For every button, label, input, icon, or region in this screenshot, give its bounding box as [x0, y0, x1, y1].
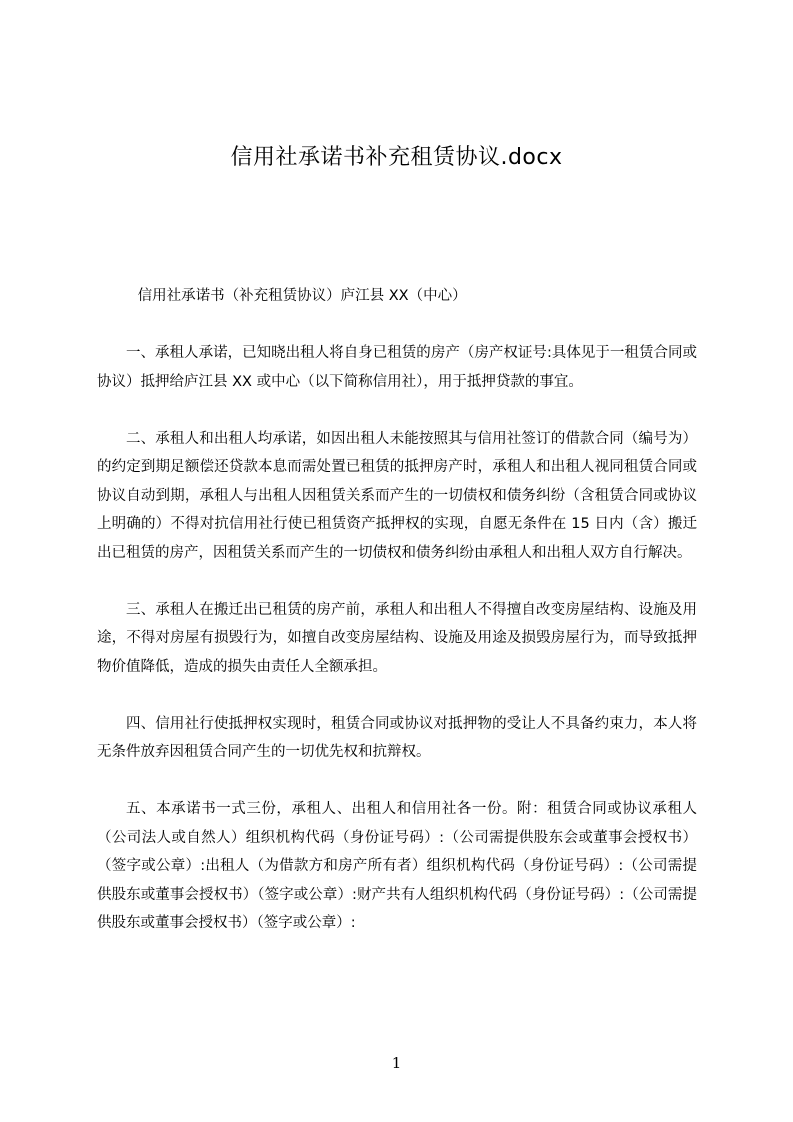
page-number: 1: [391, 1054, 402, 1072]
paragraph-2: 二、承租人和出租人均承诺，如因出租人未能按照其与信用社签订的借款合同（编号为）的约定到期足额偿还贷款本息而需处置已租赁的抵押房产时，承租人和出租人视同租赁合同或协议自动到期，承租人与出租人因租赁关系而产生的一切债权和债务纠纷（含租赁合同或协议上明确的）不得对抗信用社行使已租赁资产抵押权的实现，自愿无条件在 15 日内（含）搬迁出已租赁的房产，因租赁关系而产生的一切债权和债务纠纷由承租人和出租人双方自行解决。: [97, 430, 697, 561]
paragraph-heading: 信用社承诺书（补充租赁协议）庐江县 XX（中心）: [137, 288, 467, 304]
paragraph-5: 五、本承诺书一式三份，承租人、出租人和信用社各一份。附：租赁合同或协议承租人（公司法人或自然人）组织机构代码（身份证号码）:（公司需提供股东会或董事会授权书）（签字或公章）:出租人（为借款方和房产所有者）组织机构代码（身份证号码）:（公司需提供股东或董事会授权书）（签字或公章）:财产共有人组织机构代码（身份证号码）:（公司需提供股东或董事会授权书）（签字或公章）:: [97, 801, 697, 931]
paragraph-3: 三、承租人在搬迁出已租赁的房产前，承租人和出租人不得擅自改变房屋结构、设施及用途，不得对房屋有损毁行为，如擅自改变房屋结构、设施及用途及损毁房屋行为，而导致抵押物价值降低，造成的损失由责任人全额承担。: [97, 601, 697, 675]
paragraph-1: 一、承租人承诺，已知晓出租人将自身已租赁的房产（房产权证号:具体见于一租赁合同或协议）抵押给庐江县 XX 或中心（以下简称信用社），用于抵押贷款的事宜。: [97, 345, 697, 390]
paragraph-4: 四、信用社行使抵押权实现时，租赁合同或协议对抵押物的受让人不具备约束力，本人将无条件放弃因租赁合同产生的一切优先权和抗辩权。: [97, 715, 697, 760]
document-body: [97, 282, 697, 966]
document-title: 信用社承诺书补充租赁协议.docx: [230, 145, 563, 170]
